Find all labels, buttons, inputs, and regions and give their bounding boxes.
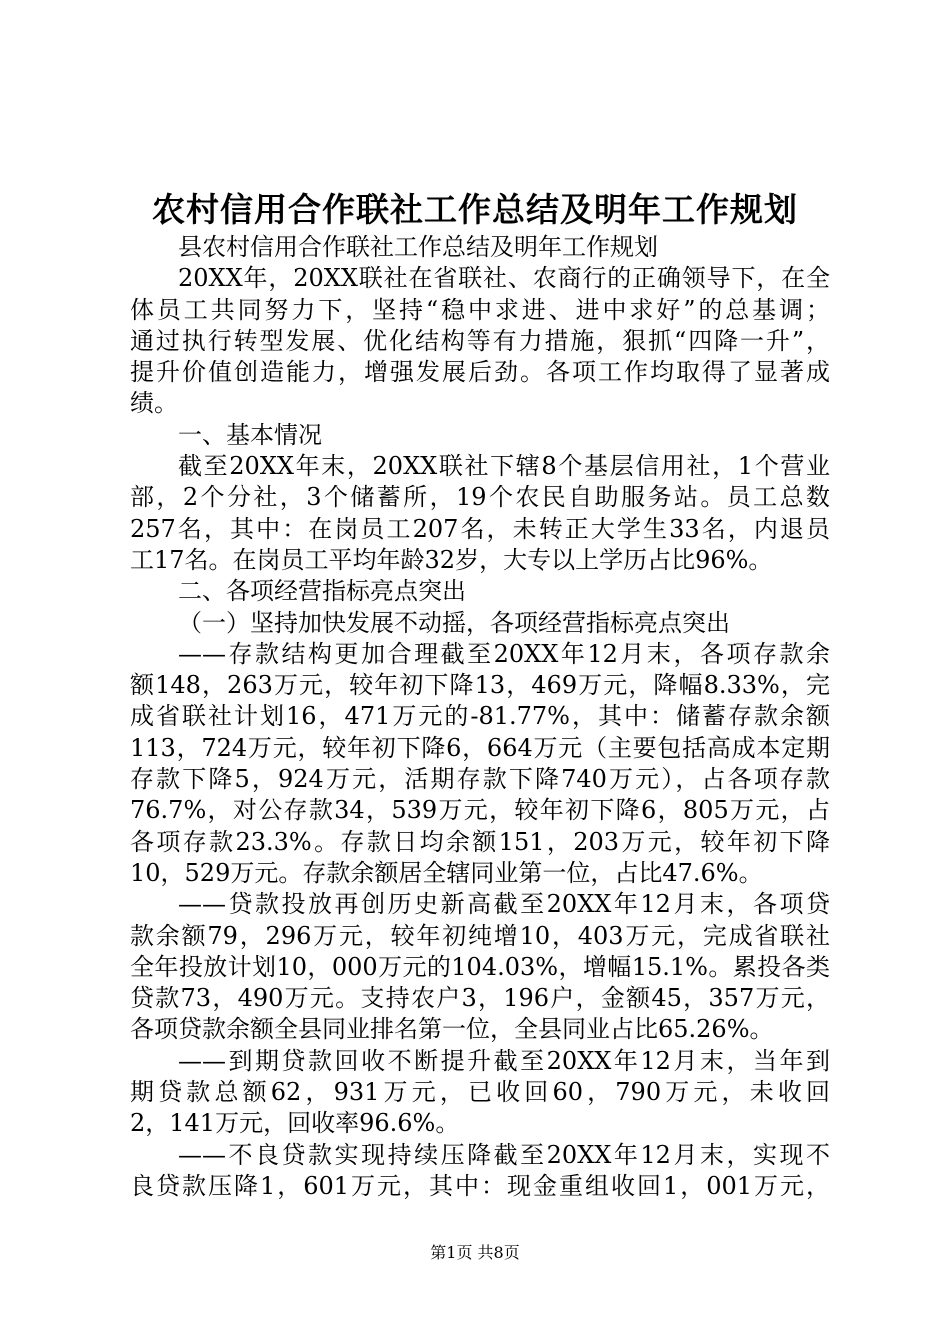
text-line: 257名，其中：在岗员工207名，未转正大学生33名，内退员 [130, 514, 830, 543]
text-line: 提升价值创造能力，增强发展后劲。各项工作均取得了显著成 [130, 358, 830, 387]
text-line: ——贷款投放再创历史新高截至20XX年12月末，各项贷 [178, 890, 830, 919]
text-line: 体员工共同努力下，坚持“稳中求进、进中求好”的总基调； [130, 295, 830, 324]
text-line: 良贷款压降1，601万元，其中：现金重组收回1，001万元， [130, 1171, 830, 1200]
text-line: 绩。 [130, 389, 178, 418]
text-line: 10，529万元。存款余额居全辖同业第一位，占比47.6%。 [130, 858, 763, 887]
text-line: 113，724万元，较年初下降6，664万元（主要包括高成本定期 [130, 733, 830, 762]
text-line: 76.7%，对公存款34，539万元，较年初下降6，805万元，占 [130, 796, 830, 825]
text-line: 工17名。在岗员工平均年龄32岁，大专以上学历占比96%。 [130, 545, 773, 574]
text-line: 各项贷款余额全县同业排名第一位，全县同业占比65.26%。 [130, 1015, 774, 1044]
text-line: 贷款73，490万元。支持农户3，196户，金额45，357万元， [130, 984, 830, 1013]
text-line: 2，141万元，回收率96.6%。 [130, 1109, 460, 1138]
subsection-heading: （一）坚持加快发展不动摇，各项经营指标亮点突出 [178, 608, 730, 637]
text-line: 各项存款23.3%。存款日均余额151，203万元，较年初下降 [130, 827, 830, 856]
text-line: 期贷款总额62，931万元，已收回60，790万元，未收回 [130, 1078, 830, 1107]
text-line: 部，2个分社，3个储蓄所，19个农民自助服务站。员工总数 [130, 483, 830, 512]
text-line: 20XX年，20XX联社在省联社、农商行的正确领导下，在全 [178, 264, 830, 293]
text-line: 额148，263万元，较年初下降13，469万元，降幅8.33%，完 [130, 671, 830, 700]
text-line: ——到期贷款回收不断提升截至20XX年12月末，当年到 [178, 1046, 830, 1075]
text-line: ——不良贷款实现持续压降截至20XX年12月末，实现不 [178, 1140, 830, 1169]
text-line: 截至20XX年末，20XX联社下辖8个基层信用社，1个营业 [178, 452, 830, 481]
text-line: 县农村信用合作联社工作总结及明年工作规划 [178, 233, 658, 261]
page-number: 第1页 共8页 [430, 1243, 520, 1262]
document-body [130, 232, 830, 1202]
document-title: 农村信用合作联社工作总结及明年工作规划 [152, 190, 798, 229]
text-line: 存款下降5，924万元，活期存款下降740万元），占各项存款 [130, 765, 830, 794]
text-line: 款余额79，296万元，较年初纯增10，403万元，完成省联社 [130, 921, 830, 950]
text-line: 通过执行转型发展、优化结构等有力措施，狠抓“四降一升”， [130, 326, 830, 355]
text-line: 成省联社计划16，471万元的-81.77%，其中：储蓄存款余额 [130, 702, 830, 731]
section-heading: 二、各项经营指标亮点突出 [178, 577, 466, 606]
section-heading: 一、基本情况 [178, 420, 322, 449]
text-line: ——存款结构更加合理截至20XX年12月末，各项存款余 [178, 639, 830, 668]
text-line: 全年投放计划10，000万元的104.03%，增幅15.1%。累投各类 [130, 952, 830, 981]
